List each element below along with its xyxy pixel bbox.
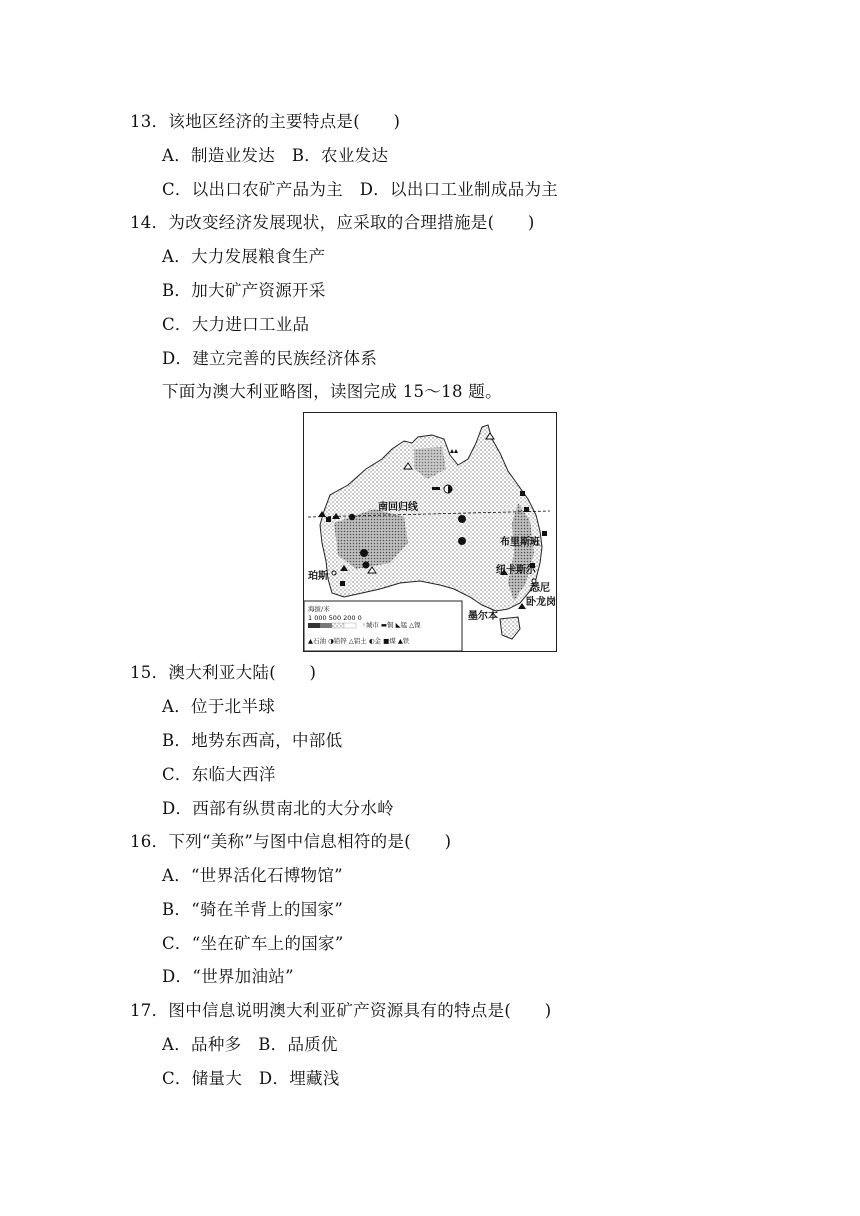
australia-map-figure	[303, 412, 557, 652]
elevation-swatch-1	[308, 623, 320, 628]
city-dot-perth	[332, 571, 336, 575]
lead-zinc-icon	[458, 515, 466, 523]
question-15-option-b: B．地势东西高，中部低	[162, 731, 343, 750]
question-17-options-row-2: C．储量大 D．埋藏浅	[162, 1069, 340, 1088]
copper-icon	[432, 487, 440, 490]
map-legend	[304, 601, 462, 651]
question-13-stem: 13．该地区经济的主要特点是( )	[130, 112, 401, 131]
manganese-icon	[450, 449, 458, 453]
coal-icon-4	[524, 507, 529, 512]
city-label-perth: 珀斯	[308, 571, 328, 582]
question-16-option-c: C．“坐在矿车上的国家”	[162, 934, 344, 953]
question-14-option-a: A．大力发展粮食生产	[162, 247, 326, 266]
city-label-newcastle: 纽卡斯尔	[496, 565, 536, 576]
question-15-option-c: C．东临大西洋	[162, 765, 276, 784]
question-14-option-d: D．建立完善的民族经济体系	[162, 349, 378, 368]
lead-zinc-icon-2	[458, 537, 466, 545]
gold-icon-3	[363, 562, 370, 569]
coal-icon-3	[520, 491, 525, 496]
question-15-option-a: A．位于北半球	[162, 697, 276, 716]
elevation-swatch-2	[320, 623, 332, 628]
city-label-melbourne: 墨尔本	[468, 611, 498, 622]
coal-icon	[326, 517, 331, 522]
question-14-stem: 14．为改变经济发展现状，应采取的合理措施是( )	[130, 213, 535, 232]
question-14-option-b: B．加大矿产资源开采	[162, 281, 326, 300]
question-16-stem: 16．下列“美称”与图中信息相符的是( )	[130, 832, 452, 851]
legend-row-1: ◦城市 ▬铜 ◣锰 △镍	[362, 621, 421, 629]
australia-map-svg	[304, 413, 556, 651]
city-label-brisbane: 布里斯班	[500, 537, 540, 548]
elevation-swatch-4	[344, 623, 356, 628]
question-17-stem: 17．图中信息说明澳大利亚矿产资源具有的特点是( )	[130, 1001, 552, 1020]
city-label-sydney: 悉尼	[530, 583, 550, 594]
tasmania-outline	[500, 617, 520, 639]
question-13-options-row-1: A．制造业发达 B．农业发达	[162, 146, 389, 165]
gold-icon	[349, 514, 355, 520]
question-15-option-d: D．西部有纵贯南北的大分水岭	[162, 799, 394, 818]
legend-row-2: ▲石油 ◑铅锌 △铝土 ◐金 ■煤 ▲铁	[308, 637, 410, 645]
question-16-option-b: B．“骑在羊背上的国家”	[162, 900, 344, 919]
legend-elevation-ticks: 1 000 500 200 0	[308, 614, 362, 622]
legend-elevation-title: 海拔/米	[308, 605, 330, 613]
question-17-options-row-1: A．品种多 B．品质优	[162, 1035, 338, 1054]
question-16-option-a: A．“世界活化石博物馆”	[162, 866, 343, 885]
map-intro-text: 下面为澳大利亚略图，读图完成 15～18 题。	[162, 382, 502, 401]
elevation-swatch-3	[332, 623, 344, 628]
question-16-option-d: D．“世界加油站”	[162, 967, 294, 986]
question-15-stem: 15．澳大利亚大陆( )	[130, 663, 317, 682]
lead-zinc-icon-3	[360, 549, 368, 557]
coal-icon-5	[542, 531, 547, 536]
question-13-options-row-2: C．以出口农矿产品为主 D．以出口工业制成品为主	[162, 180, 559, 199]
tropic-label: 南回归线	[378, 502, 418, 513]
city-label-wollongong: 卧龙岗	[526, 597, 556, 608]
coal-icon-2	[340, 581, 345, 586]
question-14-option-c: C．大力进口工业品	[162, 315, 310, 334]
